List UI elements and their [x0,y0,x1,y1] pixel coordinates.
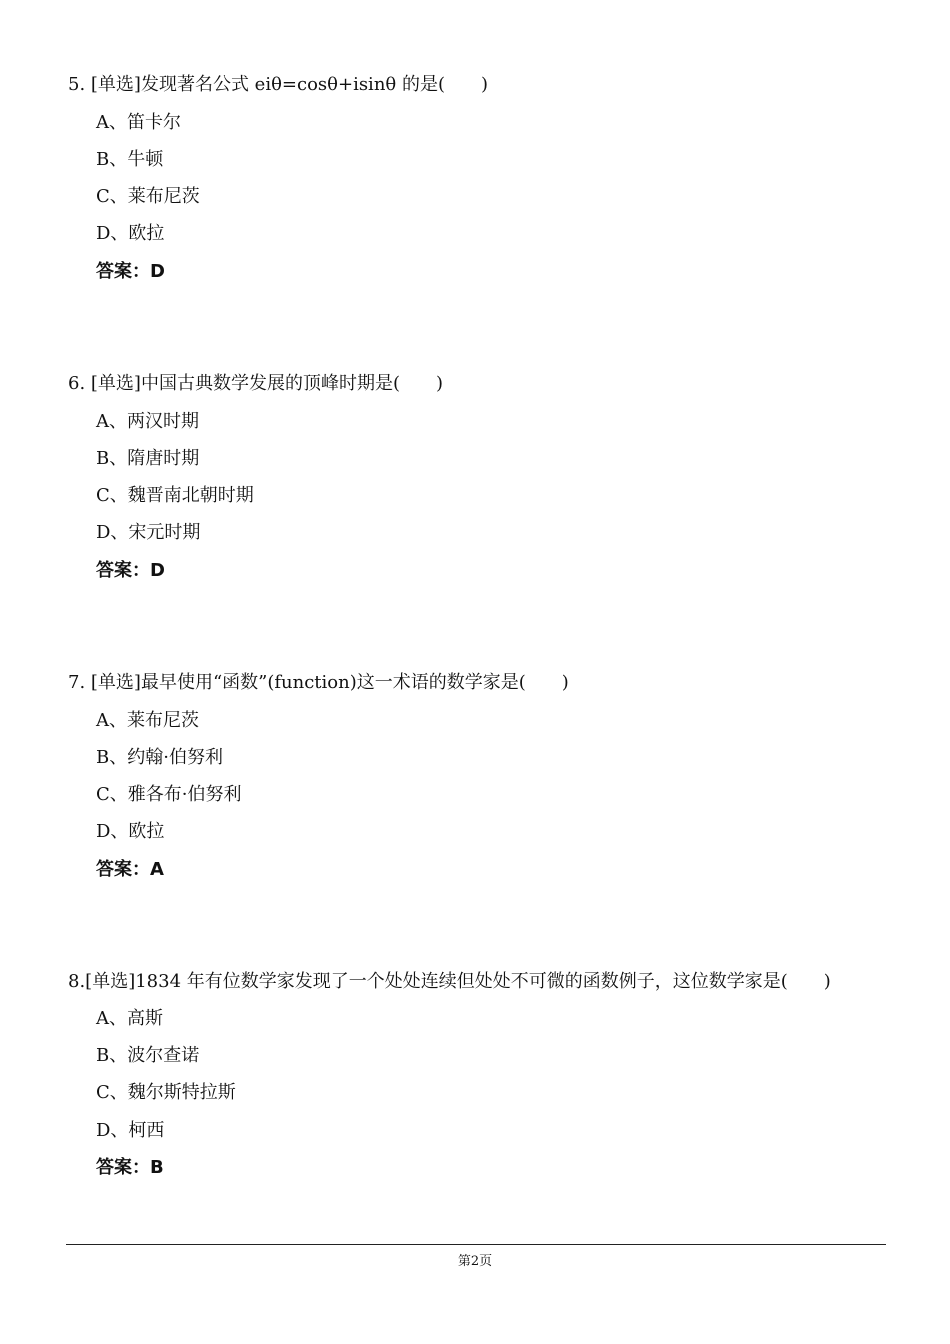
question-7-option-d: D、欧拉 [96,821,165,842]
question-7-answer: 答案：A [96,859,164,880]
question-6-answer: 答案：D [96,560,165,581]
question-5-option-b: B、牛顿 [96,149,164,170]
question-6-option-d: D、宋元时期 [96,522,201,543]
question-8-option-c: C、魏尔斯特拉斯 [96,1082,236,1103]
question-6-option-b: B、隋唐时期 [96,448,200,469]
question-5-title: 5. [单选]发现著名公式 eiθ=cosθ+isinθ 的是( ) [68,74,489,95]
question-7-option-b: B、约翰·伯努利 [96,747,223,768]
question-5-option-a: A、笛卡尔 [96,112,181,133]
question-8-title: 8.[单选]1834 年有位数学家发现了一个处处连续但处处不可微的函数例子，这位数学家是( ) [68,971,831,992]
footer-divider [66,1244,886,1245]
question-8-answer: 答案：B [96,1157,164,1178]
question-8-option-d: D、柯西 [96,1120,165,1141]
question-5-option-d: D、欧拉 [96,223,165,244]
question-7-option-c: C、雅各布·伯努利 [96,784,242,805]
question-6-option-a: A、两汉时期 [96,411,199,432]
question-6-option-c: C、魏晋南北朝时期 [96,485,254,506]
question-8-option-a: A、高斯 [96,1008,163,1029]
question-7-option-a: A、莱布尼茨 [96,710,199,731]
question-5-option-c: C、莱布尼茨 [96,186,200,207]
page-number: 第2页 [457,1254,493,1269]
question-6-title: 6. [单选]中国古典数学发展的顶峰时期是( ) [68,373,443,394]
question-7-title: 7. [单选]最早使用“函数”(function)这一术语的数学家是( ) [68,672,569,693]
question-8-option-b: B、波尔查诺 [96,1045,200,1066]
question-5-answer: 答案：D [96,261,165,282]
